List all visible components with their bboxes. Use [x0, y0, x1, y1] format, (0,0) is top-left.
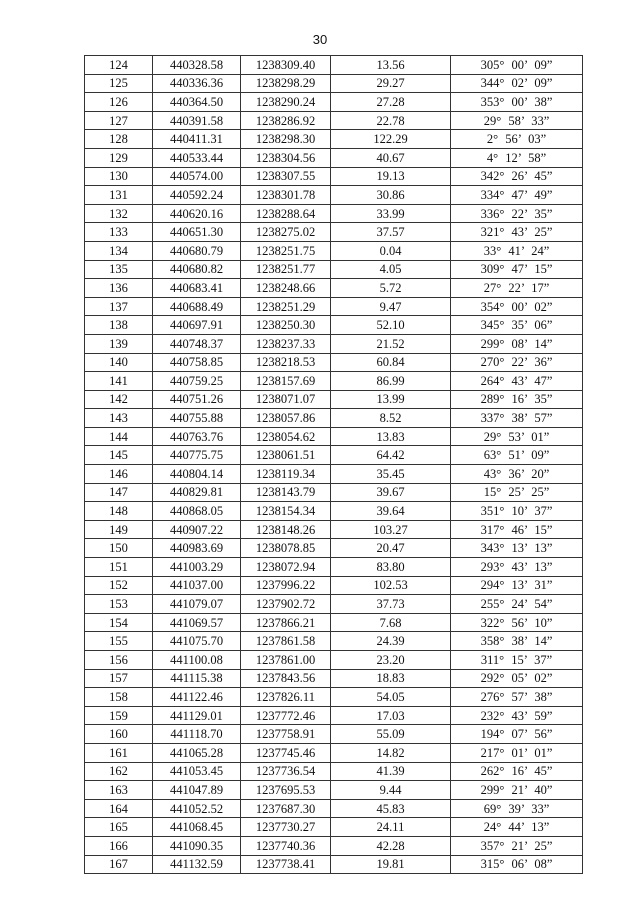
bearing-cell: 305° 00’ 09” [451, 56, 583, 75]
table-row [85, 762, 583, 781]
y-coordinate-cell: 1238309.40 [241, 56, 331, 75]
table-row [85, 167, 583, 186]
distance-cell: 4.05 [331, 260, 451, 279]
y-coordinate-cell: 1238251.75 [241, 241, 331, 260]
y-coordinate-cell: 1237866.21 [241, 613, 331, 632]
bearing-cell: 299° 21’ 40” [451, 781, 583, 800]
bearing-cell: 2° 56’ 03” [451, 130, 583, 149]
y-coordinate-cell: 1237861.00 [241, 651, 331, 670]
bearing-cell: 342° 26’ 45” [451, 167, 583, 186]
point-number-cell: 163 [85, 781, 153, 800]
x-coordinate-cell: 441132.59 [153, 855, 241, 874]
bearing-cell: 264° 43’ 47” [451, 372, 583, 391]
distance-cell: 13.83 [331, 427, 451, 446]
bearing-cell: 33° 41’ 24” [451, 241, 583, 260]
bearing-cell: 315° 06’ 08” [451, 855, 583, 874]
table-row [85, 669, 583, 688]
distance-cell: 17.03 [331, 706, 451, 725]
distance-cell: 41.39 [331, 762, 451, 781]
table-row [85, 148, 583, 167]
distance-cell: 20.47 [331, 539, 451, 558]
x-coordinate-cell: 441068.45 [153, 818, 241, 837]
bearing-cell: 4° 12’ 58” [451, 148, 583, 167]
distance-cell: 18.83 [331, 669, 451, 688]
table-row [85, 241, 583, 260]
table-row [85, 372, 583, 391]
bearing-cell: 344° 02’ 09” [451, 74, 583, 93]
bearing-cell: 336° 22’ 35” [451, 204, 583, 223]
bearing-cell: 29° 53’ 01” [451, 427, 583, 446]
table-row [85, 855, 583, 874]
table-row [85, 781, 583, 800]
y-coordinate-cell: 1238237.33 [241, 334, 331, 353]
table-row [85, 130, 583, 149]
y-coordinate-cell: 1237730.27 [241, 818, 331, 837]
y-coordinate-cell: 1238290.24 [241, 93, 331, 112]
bearing-cell: 27° 22’ 17” [451, 279, 583, 298]
x-coordinate-cell: 440829.81 [153, 483, 241, 502]
point-number-cell: 134 [85, 241, 153, 260]
y-coordinate-cell: 1237740.36 [241, 836, 331, 855]
y-coordinate-cell: 1237695.53 [241, 781, 331, 800]
y-coordinate-cell: 1238078.85 [241, 539, 331, 558]
table-row [85, 576, 583, 595]
table-row [85, 725, 583, 744]
x-coordinate-cell: 441079.07 [153, 595, 241, 614]
distance-cell: 42.28 [331, 836, 451, 855]
point-number-cell: 141 [85, 372, 153, 391]
y-coordinate-cell: 1238251.29 [241, 297, 331, 316]
point-number-cell: 148 [85, 502, 153, 521]
distance-cell: 37.73 [331, 595, 451, 614]
x-coordinate-cell: 440748.37 [153, 334, 241, 353]
x-coordinate-cell: 440697.91 [153, 316, 241, 335]
x-coordinate-cell: 441037.00 [153, 576, 241, 595]
y-coordinate-cell: 1238286.92 [241, 111, 331, 130]
distance-cell: 45.83 [331, 799, 451, 818]
point-number-cell: 153 [85, 595, 153, 614]
x-coordinate-cell: 440592.24 [153, 186, 241, 205]
y-coordinate-cell: 1238248.66 [241, 279, 331, 298]
table-row [85, 651, 583, 670]
table-row [85, 390, 583, 409]
point-number-cell: 165 [85, 818, 153, 837]
bearing-cell: 322° 56’ 10” [451, 613, 583, 632]
x-coordinate-cell: 441100.08 [153, 651, 241, 670]
distance-cell: 39.64 [331, 502, 451, 521]
y-coordinate-cell: 1237758.91 [241, 725, 331, 744]
table-row [85, 688, 583, 707]
x-coordinate-cell: 441075.70 [153, 632, 241, 651]
bearing-cell: 15° 25’ 25” [451, 483, 583, 502]
x-coordinate-cell: 440755.88 [153, 409, 241, 428]
table-row [85, 558, 583, 577]
bearing-cell: 337° 38’ 57” [451, 409, 583, 428]
distance-cell: 60.84 [331, 353, 451, 372]
point-number-cell: 125 [85, 74, 153, 93]
y-coordinate-cell: 1238298.29 [241, 74, 331, 93]
x-coordinate-cell: 440683.41 [153, 279, 241, 298]
y-coordinate-cell: 1238061.51 [241, 446, 331, 465]
y-coordinate-cell: 1237996.22 [241, 576, 331, 595]
table-row [85, 613, 583, 632]
bearing-cell: 357° 21’ 25” [451, 836, 583, 855]
point-number-cell: 127 [85, 111, 153, 130]
point-number-cell: 152 [85, 576, 153, 595]
bearing-cell: 358° 38’ 14” [451, 632, 583, 651]
bearing-cell: 321° 43’ 25” [451, 223, 583, 242]
x-coordinate-cell: 440751.26 [153, 390, 241, 409]
x-coordinate-cell: 440759.25 [153, 372, 241, 391]
x-coordinate-cell: 440391.58 [153, 111, 241, 130]
distance-cell: 14.82 [331, 743, 451, 762]
point-number-cell: 131 [85, 186, 153, 205]
distance-cell: 19.81 [331, 855, 451, 874]
y-coordinate-cell: 1238304.56 [241, 148, 331, 167]
point-number-cell: 142 [85, 390, 153, 409]
point-number-cell: 132 [85, 204, 153, 223]
bearing-cell: 351° 10’ 37” [451, 502, 583, 521]
table-row [85, 520, 583, 539]
point-number-cell: 151 [85, 558, 153, 577]
y-coordinate-cell: 1238148.26 [241, 520, 331, 539]
table-row [85, 483, 583, 502]
point-number-cell: 145 [85, 446, 153, 465]
table-row [85, 632, 583, 651]
x-coordinate-cell: 440775.75 [153, 446, 241, 465]
table-row [85, 56, 583, 75]
distance-cell: 122.29 [331, 130, 451, 149]
bearing-cell: 354° 00’ 02” [451, 297, 583, 316]
distance-cell: 40.67 [331, 148, 451, 167]
distance-cell: 86.99 [331, 372, 451, 391]
y-coordinate-cell: 1237772.46 [241, 706, 331, 725]
bearing-cell: 232° 43’ 59” [451, 706, 583, 725]
distance-cell: 27.28 [331, 93, 451, 112]
bearing-cell: 63° 51’ 09” [451, 446, 583, 465]
distance-cell: 52.10 [331, 316, 451, 335]
distance-cell: 83.80 [331, 558, 451, 577]
y-coordinate-cell: 1238307.55 [241, 167, 331, 186]
distance-cell: 64.42 [331, 446, 451, 465]
bearing-cell: 289° 16’ 35” [451, 390, 583, 409]
point-number-cell: 147 [85, 483, 153, 502]
table-row [85, 334, 583, 353]
x-coordinate-cell: 441003.29 [153, 558, 241, 577]
bearing-cell: 292° 05’ 02” [451, 669, 583, 688]
y-coordinate-cell: 1238218.53 [241, 353, 331, 372]
bearing-cell: 345° 35’ 06” [451, 316, 583, 335]
table-row [85, 316, 583, 335]
table-row [85, 539, 583, 558]
x-coordinate-cell: 441129.01 [153, 706, 241, 725]
point-number-cell: 138 [85, 316, 153, 335]
bearing-cell: 343° 13’ 13” [451, 539, 583, 558]
point-number-cell: 162 [85, 762, 153, 781]
y-coordinate-cell: 1238157.69 [241, 372, 331, 391]
y-coordinate-cell: 1237861.58 [241, 632, 331, 651]
point-number-cell: 164 [85, 799, 153, 818]
table-row [85, 446, 583, 465]
y-coordinate-cell: 1238057.86 [241, 409, 331, 428]
y-coordinate-cell: 1237826.11 [241, 688, 331, 707]
point-number-cell: 167 [85, 855, 153, 874]
bearing-cell: 276° 57’ 38” [451, 688, 583, 707]
x-coordinate-cell: 440983.69 [153, 539, 241, 558]
bearing-cell: 309° 47’ 15” [451, 260, 583, 279]
point-number-cell: 136 [85, 279, 153, 298]
y-coordinate-cell: 1238301.78 [241, 186, 331, 205]
x-coordinate-cell: 440680.82 [153, 260, 241, 279]
point-number-cell: 128 [85, 130, 153, 149]
x-coordinate-cell: 441069.57 [153, 613, 241, 632]
y-coordinate-cell: 1238298.30 [241, 130, 331, 149]
table-body [85, 56, 583, 874]
distance-cell: 21.52 [331, 334, 451, 353]
y-coordinate-cell: 1237745.46 [241, 743, 331, 762]
bearing-cell: 43° 36’ 20” [451, 465, 583, 484]
y-coordinate-cell: 1238119.34 [241, 465, 331, 484]
x-coordinate-cell: 440533.44 [153, 148, 241, 167]
table-row [85, 799, 583, 818]
x-coordinate-cell: 440620.16 [153, 204, 241, 223]
point-number-cell: 144 [85, 427, 153, 446]
distance-cell: 54.05 [331, 688, 451, 707]
x-coordinate-cell: 441118.70 [153, 725, 241, 744]
table-row [85, 186, 583, 205]
point-number-cell: 161 [85, 743, 153, 762]
point-number-cell: 157 [85, 669, 153, 688]
bearing-cell: 194° 07’ 56” [451, 725, 583, 744]
bearing-cell: 299° 08’ 14” [451, 334, 583, 353]
point-number-cell: 154 [85, 613, 153, 632]
point-number-cell: 146 [85, 465, 153, 484]
bearing-cell: 262° 16’ 45” [451, 762, 583, 781]
table-row [85, 502, 583, 521]
distance-cell: 13.99 [331, 390, 451, 409]
point-number-cell: 137 [85, 297, 153, 316]
point-number-cell: 150 [85, 539, 153, 558]
bearing-cell: 69° 39’ 33” [451, 799, 583, 818]
x-coordinate-cell: 440328.58 [153, 56, 241, 75]
point-number-cell: 126 [85, 93, 153, 112]
bearing-cell: 334° 47’ 49” [451, 186, 583, 205]
y-coordinate-cell: 1238154.34 [241, 502, 331, 521]
y-coordinate-cell: 1238071.07 [241, 390, 331, 409]
x-coordinate-cell: 440804.14 [153, 465, 241, 484]
point-number-cell: 143 [85, 409, 153, 428]
x-coordinate-cell: 440763.76 [153, 427, 241, 446]
table-row [85, 223, 583, 242]
x-coordinate-cell: 440411.31 [153, 130, 241, 149]
point-number-cell: 158 [85, 688, 153, 707]
x-coordinate-cell: 440907.22 [153, 520, 241, 539]
point-number-cell: 156 [85, 651, 153, 670]
bearing-cell: 317° 46’ 15” [451, 520, 583, 539]
bearing-cell: 293° 43’ 13” [451, 558, 583, 577]
table-row [85, 111, 583, 130]
point-number-cell: 130 [85, 167, 153, 186]
table-row [85, 595, 583, 614]
table-row [85, 465, 583, 484]
point-number-cell: 135 [85, 260, 153, 279]
distance-cell: 8.52 [331, 409, 451, 428]
distance-cell: 13.56 [331, 56, 451, 75]
y-coordinate-cell: 1238072.94 [241, 558, 331, 577]
point-number-cell: 139 [85, 334, 153, 353]
distance-cell: 30.86 [331, 186, 451, 205]
x-coordinate-cell: 440336.36 [153, 74, 241, 93]
x-coordinate-cell: 440688.49 [153, 297, 241, 316]
x-coordinate-cell: 441065.28 [153, 743, 241, 762]
x-coordinate-cell: 441047.89 [153, 781, 241, 800]
distance-cell: 33.99 [331, 204, 451, 223]
bearing-cell: 217° 01’ 01” [451, 743, 583, 762]
table-row [85, 93, 583, 112]
table-row [85, 836, 583, 855]
table-row [85, 279, 583, 298]
x-coordinate-cell: 440574.00 [153, 167, 241, 186]
x-coordinate-cell: 440868.05 [153, 502, 241, 521]
distance-cell: 0.04 [331, 241, 451, 260]
y-coordinate-cell: 1237902.72 [241, 595, 331, 614]
distance-cell: 24.11 [331, 818, 451, 837]
table-row [85, 818, 583, 837]
point-number-cell: 124 [85, 56, 153, 75]
x-coordinate-cell: 441053.45 [153, 762, 241, 781]
point-number-cell: 155 [85, 632, 153, 651]
x-coordinate-cell: 440364.50 [153, 93, 241, 112]
point-number-cell: 129 [85, 148, 153, 167]
distance-cell: 24.39 [331, 632, 451, 651]
distance-cell: 35.45 [331, 465, 451, 484]
y-coordinate-cell: 1238251.77 [241, 260, 331, 279]
bearing-cell: 29° 58’ 33” [451, 111, 583, 130]
bearing-cell: 255° 24’ 54” [451, 595, 583, 614]
table-row [85, 427, 583, 446]
table-row [85, 743, 583, 762]
table-row [85, 409, 583, 428]
y-coordinate-cell: 1237843.56 [241, 669, 331, 688]
table-row [85, 353, 583, 372]
table-row [85, 260, 583, 279]
x-coordinate-cell: 441052.52 [153, 799, 241, 818]
y-coordinate-cell: 1238054.62 [241, 427, 331, 446]
y-coordinate-cell: 1238288.64 [241, 204, 331, 223]
y-coordinate-cell: 1238250.30 [241, 316, 331, 335]
x-coordinate-cell: 441090.35 [153, 836, 241, 855]
distance-cell: 23.20 [331, 651, 451, 670]
x-coordinate-cell: 441122.46 [153, 688, 241, 707]
point-number-cell: 166 [85, 836, 153, 855]
x-coordinate-cell: 440758.85 [153, 353, 241, 372]
bearing-cell: 270° 22’ 36” [451, 353, 583, 372]
y-coordinate-cell: 1237738.41 [241, 855, 331, 874]
x-coordinate-cell: 440651.30 [153, 223, 241, 242]
y-coordinate-cell: 1238143.79 [241, 483, 331, 502]
distance-cell: 7.68 [331, 613, 451, 632]
distance-cell: 102.53 [331, 576, 451, 595]
point-number-cell: 160 [85, 725, 153, 744]
point-number-cell: 140 [85, 353, 153, 372]
table-row [85, 706, 583, 725]
table-row [85, 297, 583, 316]
distance-cell: 5.72 [331, 279, 451, 298]
y-coordinate-cell: 1237736.54 [241, 762, 331, 781]
coordinates-table [84, 55, 583, 874]
bearing-cell: 294° 13’ 31” [451, 576, 583, 595]
point-number-cell: 149 [85, 520, 153, 539]
distance-cell: 9.47 [331, 297, 451, 316]
y-coordinate-cell: 1238275.02 [241, 223, 331, 242]
x-coordinate-cell: 441115.38 [153, 669, 241, 688]
distance-cell: 22.78 [331, 111, 451, 130]
table-row [85, 204, 583, 223]
distance-cell: 9.44 [331, 781, 451, 800]
x-coordinate-cell: 440680.79 [153, 241, 241, 260]
table-row [85, 74, 583, 93]
bearing-cell: 311° 15’ 37” [451, 651, 583, 670]
distance-cell: 103.27 [331, 520, 451, 539]
distance-cell: 37.57 [331, 223, 451, 242]
point-number-cell: 133 [85, 223, 153, 242]
distance-cell: 29.27 [331, 74, 451, 93]
bearing-cell: 24° 44’ 13” [451, 818, 583, 837]
point-number-cell: 159 [85, 706, 153, 725]
distance-cell: 55.09 [331, 725, 451, 744]
distance-cell: 19.13 [331, 167, 451, 186]
distance-cell: 39.67 [331, 483, 451, 502]
page-number: 30 [312, 32, 328, 47]
bearing-cell: 353° 00’ 38” [451, 93, 583, 112]
y-coordinate-cell: 1237687.30 [241, 799, 331, 818]
